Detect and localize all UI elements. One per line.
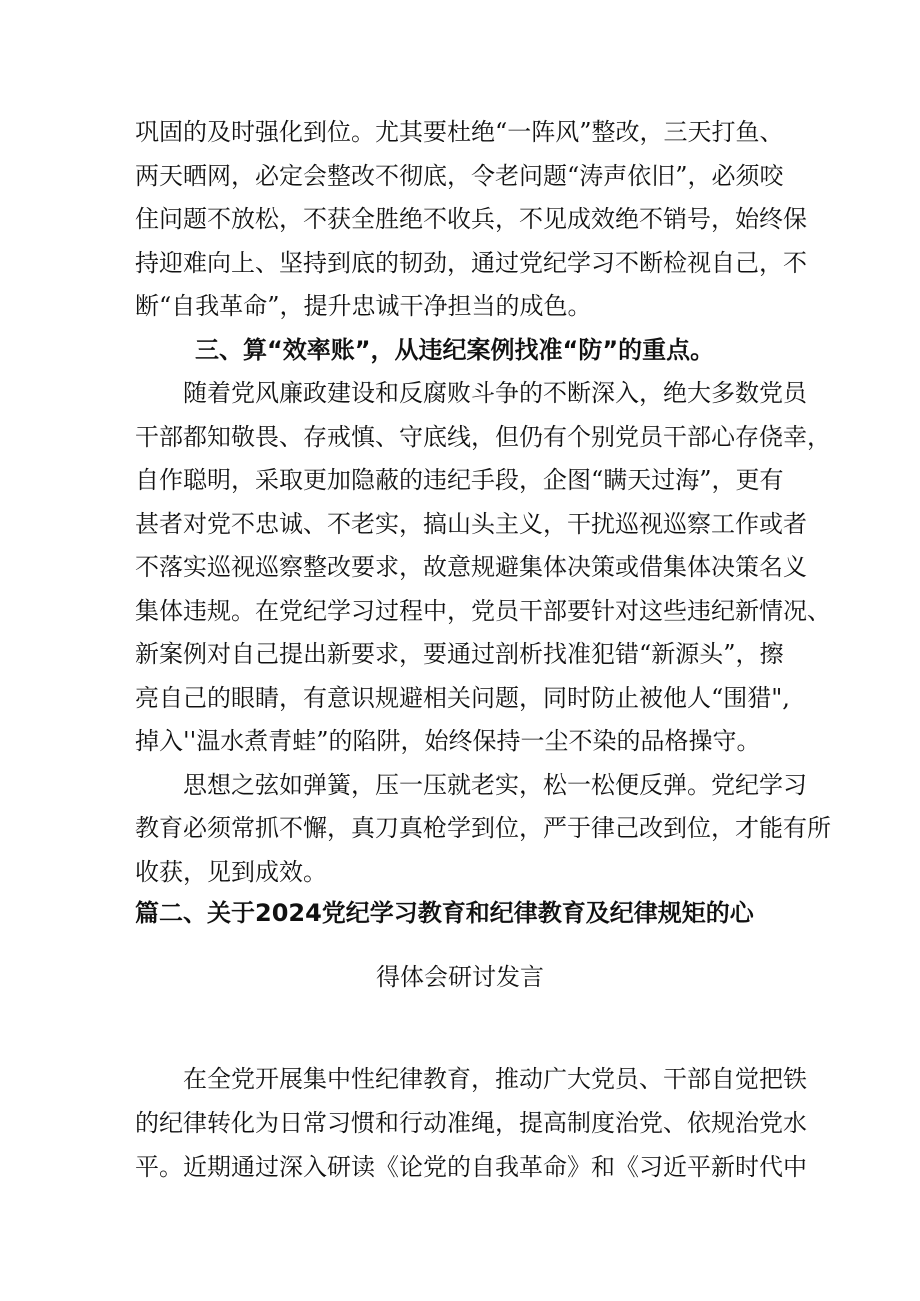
paragraph-1-line-3: 住问题不放松，不获全胜绝不收兵，不见成效绝不销号，始终保 xyxy=(135,205,807,233)
paragraph-1-line-2: 两天晒网，必定会整改不彻底，令老问题“涛声依旧”，必须咬 xyxy=(135,162,784,190)
paragraph-3-line-3: 收获，见到成效。 xyxy=(135,858,327,886)
paragraph-2-line-5: 不落实巡视巡察整改要求，故意规避集体决策或借集体决策名义 xyxy=(135,553,807,581)
paragraph-2-line-7: 新案例对自己提出新要求，要通过剖析找准犯错“新源头”，擦 xyxy=(135,640,784,668)
section-2-title-line-2: 得体会研讨发言 xyxy=(376,963,544,991)
paragraph-1-line-1: 巩固的及时强化到位。尤其要杜绝“一阵风”整改，三天打鱼、 xyxy=(135,118,784,146)
paragraph-2-line-6: 集体违规。在党纪学习过程中，党员干部要针对这些违纪新情况、 xyxy=(135,597,831,625)
paragraph-2-line-3: 自作聪明，采取更加隐蔽的违纪手段，企图“瞒天过海”，更有 xyxy=(135,466,784,494)
paragraph-2-line-9: 掉入''温水煮青蛙”的陷阱，始终保持一尘不染的品格操守。 xyxy=(135,727,761,755)
paragraph-4-line-1: 在全党开展集中性纪律教育，推动广大党员、干部自觉把铁 xyxy=(183,1065,807,1093)
section-2-title-line-1: 篇二、关于2024党纪学习教育和纪律教育及纪律规矩的心 xyxy=(135,899,754,927)
paragraph-2-line-1: 随着党风廉政建设和反腐败斗争的不断深入，绝大多数党员 xyxy=(183,379,807,407)
paragraph-4-line-2: 的纪律转化为日常习惯和行动准绳，提高制度治党、依规治党水 xyxy=(135,1109,807,1137)
paragraph-2-line-4: 甚者对党不忠诚、不老实，搞山头主义，干扰巡视巡察工作或者 xyxy=(135,510,807,538)
paragraph-3-line-2: 教育必须常抓不懈，真刀真枪学到位，严于律己改到位，才能有所 xyxy=(135,814,831,842)
paragraph-4-line-3: 平。近期通过深入研读《论党的自我革命》和《习近平新时代中 xyxy=(135,1153,807,1181)
paragraph-1-line-4: 持迎难向上、坚持到底的韧劲，通过党纪学习不断检视自己，不 xyxy=(135,249,807,277)
paragraph-1-line-5: 断“自我革命”，提升忠诚干净担当的成色。 xyxy=(135,292,592,320)
paragraph-3-line-1: 思想之弦如弹簧，压一压就老实，松一松便反弹。党纪学习 xyxy=(183,771,807,799)
section-heading-3: 三、算“效率账”，从违纪案例找准“防”的重点。 xyxy=(195,336,715,364)
paragraph-2-line-8: 亮自己的眼睛，有意识规避相关问题，同时防止被他人“围猎", xyxy=(135,684,790,712)
paragraph-2-line-2: 干部都知敬畏、存戒慎、守底线，但仍有个别党员干部心存侥幸， xyxy=(135,423,831,451)
